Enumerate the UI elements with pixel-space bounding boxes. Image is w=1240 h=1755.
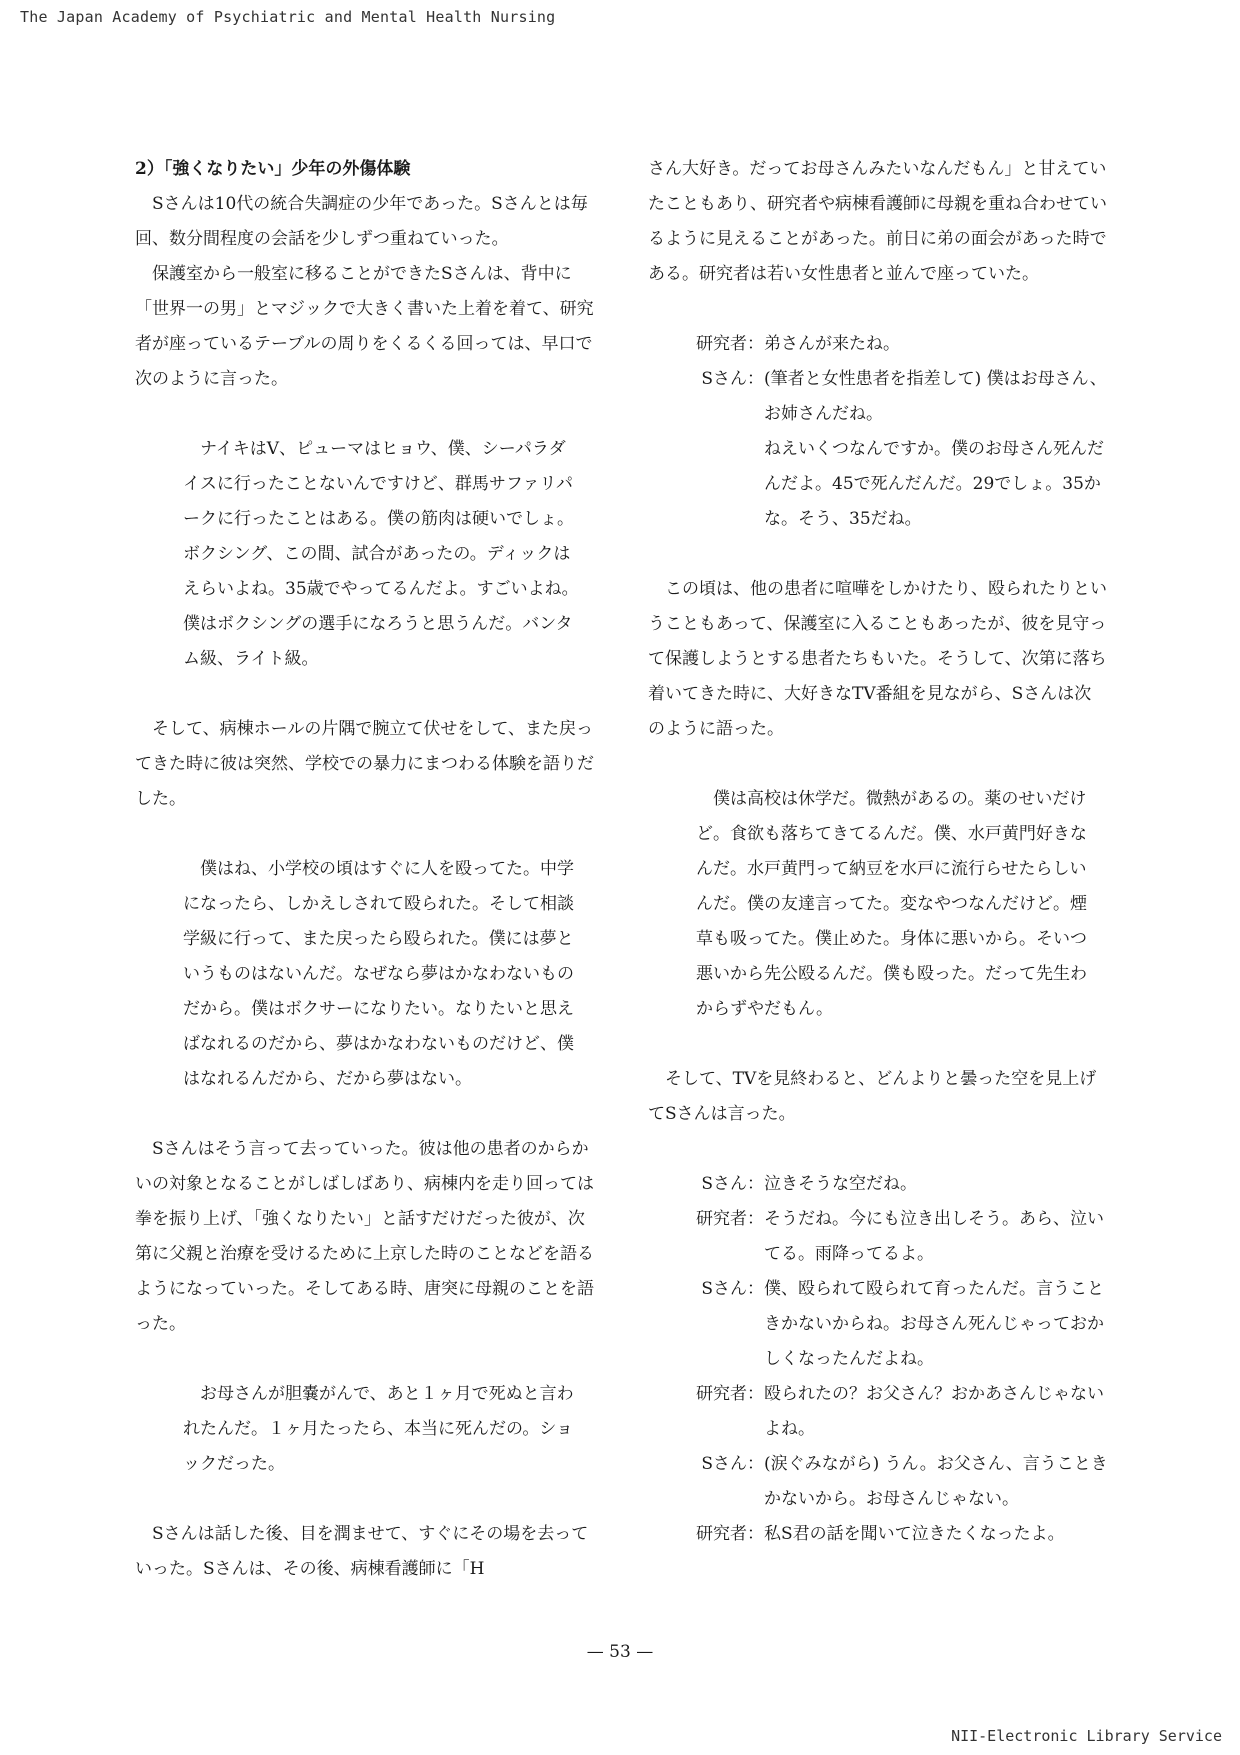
quote-block: ナイキはV、ピューマはヒョウ、僕、シーパラダイスに行ったことないんですけど、群馬サファリパークに行ったことはある。僕の筋肉は硬いでしょ。ボクシング、この間、試合があったの。ディックはえらいよね。35歳でやってるんだよ。すごいよね。僕はボクシングの選手になろうと思うんだ。バンタム級、ライト級。	[183, 439, 579, 669]
speaker-label: 研究者：	[696, 334, 764, 354]
speaker-label: Sさん：	[701, 1279, 764, 1299]
dialogue-text: 殴られたの？お父さん？おかあさんじゃないよね。	[764, 1384, 1104, 1439]
quote-block: 僕は高校は休学だ。微熱があるの。薬のせいだけど。食欲も落ちてきてるんだ。僕、水戸黄門好きなんだ。水戸黄門って納豆を水戸に流行らせたらしいんだ。僕の友達言ってた。変なやつなんだけど。煙草も吸ってた。僕止めた。身体に悪いから。そいつ悪いから先公殴るんだ。僕も殴った。だって先生わからずやだもん。	[696, 789, 1087, 1019]
paragraph: この頃は、他の患者に喧嘩をしかけたり、殴られたりということもあって、保護室に入ることもあったが、彼を見守って保護しようとする患者たちもいた。そうして、次第に落ち着いてきた時に、大好きなTV番組を見ながら、Sさんは次のように語った。	[648, 579, 1107, 739]
paragraph: そして、病棟ホールの片隅で腕立て伏せをして、また戻ってきた時に彼は突然、学校での暴力にまつわる体験を語りだした。	[135, 719, 594, 809]
section-heading: 2）「強くなりたい」少年の外傷体験	[135, 159, 411, 179]
dialogue-line	[648, 432, 1108, 537]
speaker-label: 研究者：	[696, 1209, 764, 1229]
paragraph: Sさんは10代の統合失調症の少年であった。Sさんとは毎回、数分間程度の会話を少しずつ重ねていった。	[135, 194, 588, 249]
dialogue-text: ねえいくつなんですか。僕のお母さん死んだんだよ。45で死んだんだ。29でしょ。35かな。そう、35だね。	[764, 439, 1104, 529]
speaker-label: Sさん：	[701, 1174, 764, 1194]
speaker-label: Sさん：	[701, 369, 764, 389]
quote-block: お母さんが胆嚢がんで、あと１ヶ月で死ぬと言われたんだ。１ヶ月たったら、本当に死んだの。ショックだった。	[183, 1384, 574, 1474]
dialogue-text: 泣きそうな空だね。	[764, 1174, 917, 1194]
dialogue-line	[648, 327, 1108, 362]
dialogue-text: 私S君の話を聞いて泣きたくなったよ。	[764, 1524, 1065, 1544]
dialogue-text: 僕、殴られて殴られて育ったんだ。言うこときかないからね。お母さん死んじゃっておかしくなったんだよね。	[764, 1279, 1104, 1369]
paragraph: 保護室から一般室に移ることができたSさんは、背中に「世界一の男」とマジックで大きく書いた上着を着て、研究者が座っているテーブルの周りをくるくる回っては、早口で次のように言った。	[135, 264, 594, 389]
paragraph: Sさんは話した後、目を潤ませて、すぐにその場を去っていった。Sさんは、その後、病棟看護師に「H	[135, 1524, 589, 1579]
dialogue-line	[648, 1377, 1108, 1447]
dialogue-line	[648, 1272, 1108, 1377]
paragraph: Sさんはそう言って去っていった。彼は他の患者のからかいの対象となることがしばしばあり、病棟内を走り回っては拳を振り上げ、「強くなりたい」と話すだけだった彼が、次第に父親と治療を受けるために上京した時のことなどを語るようになっていった。そしてある時、唐突に母親のことを語った。	[135, 1139, 594, 1334]
dialogue-line	[648, 362, 1108, 432]
paragraph: そして、TVを見終わると、どんよりと曇った空を見上げてSさんは言った。	[648, 1069, 1097, 1124]
left-column	[135, 152, 595, 1587]
dialogue-text: 弟さんが来たね。	[764, 334, 900, 354]
quote-block: 僕はね、小学校の頃はすぐに人を殴ってた。中学になったら、しかえしされて殴られた。そして相談学級に行って、また戻ったら殴られた。僕には夢というものはないんだ。なぜなら夢はかなわないものだから。僕はボクサーになりたい。なりたいと思えばなれるのだから、夢はかなわないものだけど、僕はなれるんだから、だから夢はない。	[183, 859, 574, 1089]
dialogue-text: (涙ぐみながら) うん。お父さん、言うこときかないから。お母さんじゃない。	[764, 1454, 1108, 1509]
dialogue-line	[648, 1447, 1108, 1517]
dialogue-line	[648, 1517, 1108, 1552]
page-number: — 53 —	[586, 1642, 654, 1662]
library-footer: NII-Electronic Library Service	[951, 1727, 1222, 1745]
journal-header: The Japan Academy of Psychiatric and Mental Health Nursing	[20, 8, 556, 26]
dialogue-text: (筆者と女性患者を指差して) 僕はお母さん、お姉さんだね。	[764, 369, 1107, 424]
dialogue-line	[648, 1167, 1108, 1202]
speaker-label: 研究者：	[696, 1384, 764, 1404]
speaker-label	[682, 432, 764, 537]
speaker-label: Sさん：	[701, 1454, 764, 1474]
dialogue-line	[648, 1202, 1108, 1272]
speaker-label: 研究者：	[696, 1524, 764, 1544]
right-column	[648, 152, 1108, 1552]
dialogue-text: そうだね。今にも泣き出しそう。あら、泣いてる。雨降ってるよ。	[764, 1209, 1104, 1264]
paragraph: さん大好き。だってお母さんみたいなんだもん」と甘えていたこともあり、研究者や病棟看護師に母親を重ね合わせているように見えることがあった。前日に弟の面会があった時である。研究者は若い女性患者と並んで座っていた。	[648, 159, 1107, 284]
